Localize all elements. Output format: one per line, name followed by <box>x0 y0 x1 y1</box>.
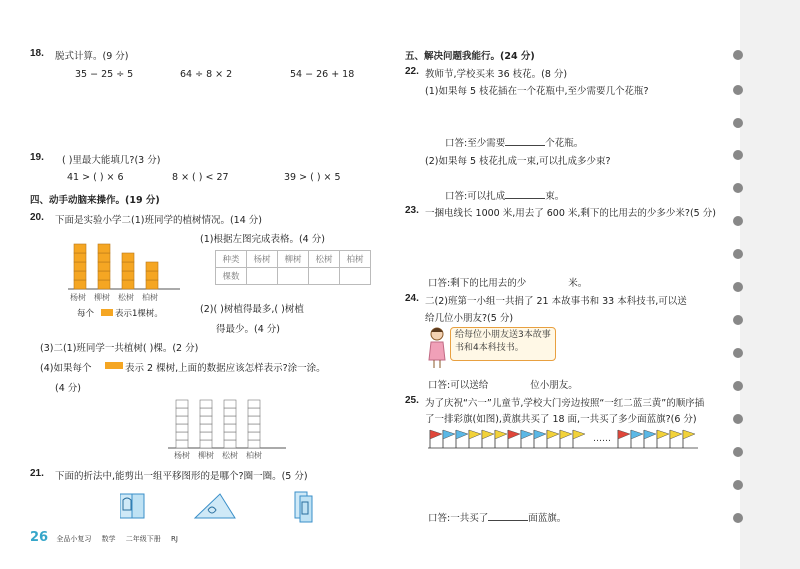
answer-cell[interactable] <box>309 268 340 285</box>
tree-bar-unit <box>122 271 134 280</box>
tree-bar-unit <box>122 262 134 271</box>
flag <box>534 430 546 439</box>
chart-x-label: 柏树 <box>246 451 262 460</box>
q22-sub1: (1)如果每 5 枝花插在一个花瓶中,至少需要几个花瓶? <box>425 86 649 97</box>
footer-subject: 数学 <box>101 535 116 543</box>
flag <box>618 430 630 439</box>
q18-number: 18. <box>30 48 44 59</box>
flag <box>482 430 494 439</box>
speech-bubble: 给每位小朋友送3本故事书和4本科技书。 <box>450 327 556 361</box>
table-cell: 杨树 <box>247 251 278 268</box>
q21-number: 21. <box>30 468 44 479</box>
chart-bars <box>176 400 260 448</box>
q24-title: 给几位小朋友?(5 分) <box>425 313 514 324</box>
q20-sub4-score: (4 分) <box>55 383 81 394</box>
empty-bar-unit <box>224 440 236 448</box>
q22-sub2: (2)如果每 5 枝花扎成一束,可以扎成多少束? <box>425 156 611 167</box>
q25-number: 25. <box>405 395 419 406</box>
flags <box>428 430 698 448</box>
answer-prefix: 口答:一共买了 <box>428 513 489 524</box>
empty-bar-unit <box>248 424 260 432</box>
tree-bar-unit <box>122 253 134 262</box>
q24-answer <box>428 377 578 391</box>
legend-swatch <box>101 309 113 316</box>
binding-ring <box>733 348 743 358</box>
empty-bar-unit <box>248 432 260 440</box>
q24-number: 24. <box>405 293 419 304</box>
flag <box>469 430 481 439</box>
q22-number: 22. <box>405 66 419 77</box>
tree-bar-unit <box>98 280 110 289</box>
answer-prefix: 口答:可以送给 <box>428 380 489 391</box>
empty-bar-unit <box>176 400 188 408</box>
table-cell: 棵数 <box>216 268 247 285</box>
tree-bar-unit <box>146 271 158 280</box>
binding-ring <box>733 150 743 160</box>
empty-bar-unit <box>224 400 236 408</box>
q23-answer <box>428 275 587 289</box>
q25-title: 为了庆祝“六一”儿童节,学校大门旁边按照“一红二蓝三黄”的顺序插 <box>425 398 705 409</box>
tree-bar-unit <box>146 262 158 271</box>
q18-title: 脱式计算。(9 分) <box>55 51 129 62</box>
binding-ring <box>733 249 743 259</box>
q20-sub4: 表示 2 棵树,上面的数据应该怎样表示?涂一涂。 <box>125 363 326 374</box>
folding-options <box>120 488 380 528</box>
flag <box>430 430 442 439</box>
answer-cell[interactable] <box>340 268 371 285</box>
section-4-heading: 四、动手动脑来操作。(19 分) <box>30 195 160 206</box>
empty-bar-unit <box>176 416 188 424</box>
page-footer <box>30 530 178 545</box>
section-5-heading: 五、解决问题我能行。(24 分) <box>405 51 535 62</box>
chart-legend-note: 每个 <box>77 309 95 319</box>
q19-title: ( )里最大能填几?(3 分) <box>62 155 161 166</box>
binding-ring <box>733 50 743 60</box>
chart-x-label: 柏树 <box>142 293 158 302</box>
tree-bar-unit <box>98 253 110 262</box>
q22-answer1 <box>445 135 583 149</box>
empty-bar-unit <box>176 408 188 416</box>
tree-bar-unit <box>74 280 86 289</box>
tree-bar-unit <box>98 244 110 253</box>
tree-bar-unit <box>74 262 86 271</box>
q19-item: 41 > ( ) × 6 <box>67 172 124 183</box>
answer-blank[interactable] <box>488 379 530 388</box>
ellipsis-icon: …… <box>593 434 611 444</box>
binding-ring <box>733 513 743 523</box>
binding-ring <box>733 381 743 391</box>
flag-row <box>428 428 703 450</box>
answer-blank[interactable] <box>526 277 568 286</box>
flag <box>657 430 669 439</box>
binding-ring <box>733 118 743 128</box>
tree-bar-unit <box>122 280 134 289</box>
q23-title: 一捆电线长 1000 米,用去了 600 米,剩下的比用去的少多少米?(5 分) <box>425 208 716 219</box>
binding-strip <box>740 0 800 569</box>
chart-x-label: 柳树 <box>94 293 110 302</box>
empty-bar-unit <box>248 416 260 424</box>
empty-bar-unit <box>248 400 260 408</box>
chart-legend-note: 表示1棵树。 <box>115 309 163 319</box>
binding-ring <box>733 315 743 325</box>
empty-bar-unit <box>224 424 236 432</box>
tree-bar-unit <box>98 262 110 271</box>
q20-number: 20. <box>30 212 44 223</box>
footer-edition: RJ <box>171 535 178 543</box>
flag <box>456 430 468 439</box>
page-number: 26 <box>30 530 49 545</box>
empty-bar-unit <box>248 440 260 448</box>
q20-sub3: (3)二(1)班同学一共植树( )棵。(2 分) <box>40 343 199 354</box>
binding-ring <box>733 480 743 490</box>
q18-item: 54 − 26 + 18 <box>290 69 355 80</box>
answer-suffix: 个花瓶。 <box>545 138 584 149</box>
flag <box>573 430 585 439</box>
empty-bar-unit <box>176 440 188 448</box>
tree-bar-unit <box>98 271 110 280</box>
q23-number: 23. <box>405 205 419 216</box>
footer-brand: 全品小复习 <box>56 535 92 543</box>
chart-x-label: 松树 <box>222 451 238 460</box>
binding-ring <box>733 414 743 424</box>
flag <box>521 430 533 439</box>
footer-grade: 二年级下册 <box>125 535 161 543</box>
fold-option-a[interactable] <box>120 494 144 518</box>
legend-swatch <box>105 362 123 369</box>
binding-ring <box>733 216 743 226</box>
tree-bar-unit <box>74 271 86 280</box>
blank-bar-chart[interactable] <box>168 396 288 456</box>
empty-bar-unit <box>224 432 236 440</box>
fold-option-b[interactable] <box>195 494 235 518</box>
tree-count-table <box>215 250 371 285</box>
empty-bar-unit <box>248 408 260 416</box>
binding-ring <box>733 447 743 457</box>
table-cell: 种类 <box>216 251 247 268</box>
flag <box>670 430 682 439</box>
flag <box>560 430 572 439</box>
answer-suffix: 束。 <box>545 191 565 202</box>
q19-item: 8 × ( ) < 27 <box>172 172 229 183</box>
table-cell: 柏树 <box>340 251 371 268</box>
q20-sub4: (4)如果每个 <box>40 363 92 374</box>
answer-blank[interactable] <box>505 189 545 199</box>
q19-number: 19. <box>30 152 44 163</box>
empty-bar-unit <box>200 400 212 408</box>
answer-blank[interactable] <box>505 136 545 146</box>
q22-answer2 <box>445 188 564 202</box>
flag <box>631 430 643 439</box>
chart-x-label: 杨树 <box>70 293 86 302</box>
fold-option-c[interactable] <box>295 492 312 522</box>
q18-item: 35 − 25 ÷ 5 <box>75 69 134 80</box>
flag <box>547 430 559 439</box>
answer-blank[interactable] <box>488 511 528 521</box>
answer-suffix: 位小朋友。 <box>530 380 578 391</box>
answer-cell[interactable] <box>247 268 278 285</box>
flag <box>495 430 507 439</box>
table-cell: 松树 <box>309 251 340 268</box>
tree-bar-unit <box>74 253 86 262</box>
empty-bar-unit <box>176 432 188 440</box>
q25-title: 了一排彩旗(如图),黄旗共买了 18 面,一共买了多少面蓝旗?(6 分) <box>425 414 697 425</box>
flag <box>443 430 455 439</box>
q22-title: 教师节,学校买来 36 枝花。(8 分) <box>425 69 568 80</box>
empty-bar-unit <box>200 416 212 424</box>
chart-x-label: 杨树 <box>174 451 190 460</box>
answer-prefix: 口答:剩下的比用去的少 <box>428 278 527 289</box>
answer-cell[interactable] <box>278 268 309 285</box>
q24-title: 二(2)班第一小组一共捐了 21 本故事书和 33 本科技书,可以送 <box>425 296 687 307</box>
binding-ring <box>733 282 743 292</box>
q18-item: 64 ÷ 8 × 2 <box>180 69 233 80</box>
answer-prefix: 口答:可以扎成 <box>445 191 506 202</box>
flag <box>644 430 656 439</box>
empty-bar-unit <box>200 432 212 440</box>
q25-answer <box>428 510 566 524</box>
binding-ring <box>733 183 743 193</box>
empty-bar-unit <box>200 408 212 416</box>
empty-bar-unit <box>224 408 236 416</box>
empty-bar-unit <box>224 416 236 424</box>
flag <box>683 430 695 439</box>
q21-title: 下面的折法中,能剪出一组平移图形的是哪个?圈一圈。(5 分) <box>55 471 308 482</box>
chart-x-label: 柳树 <box>198 451 214 460</box>
table-cell: 柳树 <box>278 251 309 268</box>
q20-sub2: 得最少。(4 分) <box>216 324 280 335</box>
answer-suffix: 面蓝旗。 <box>528 513 567 524</box>
answer-prefix: 口答:至少需要 <box>445 138 506 149</box>
empty-bar-unit <box>200 424 212 432</box>
q20-sub2: (2)( )树植得最多,( )树植 <box>200 304 304 315</box>
chart-bars <box>74 244 158 289</box>
q20-sub1: (1)根据左图完成表格。(4 分) <box>200 234 325 245</box>
q19-item: 39 > ( ) × 5 <box>284 172 341 183</box>
binding-ring <box>733 85 743 95</box>
q20-title: 下面是实验小学二(1)班同学的植树情况。(14 分) <box>55 215 262 226</box>
empty-bar-unit <box>200 440 212 448</box>
flag <box>508 430 520 439</box>
empty-bar-unit <box>176 424 188 432</box>
tree-bar-unit <box>146 280 158 289</box>
girl-figure-icon <box>428 326 446 370</box>
chart-x-label: 松树 <box>118 293 134 302</box>
answer-suffix: 米。 <box>568 278 588 289</box>
tree-bar-unit <box>74 244 86 253</box>
